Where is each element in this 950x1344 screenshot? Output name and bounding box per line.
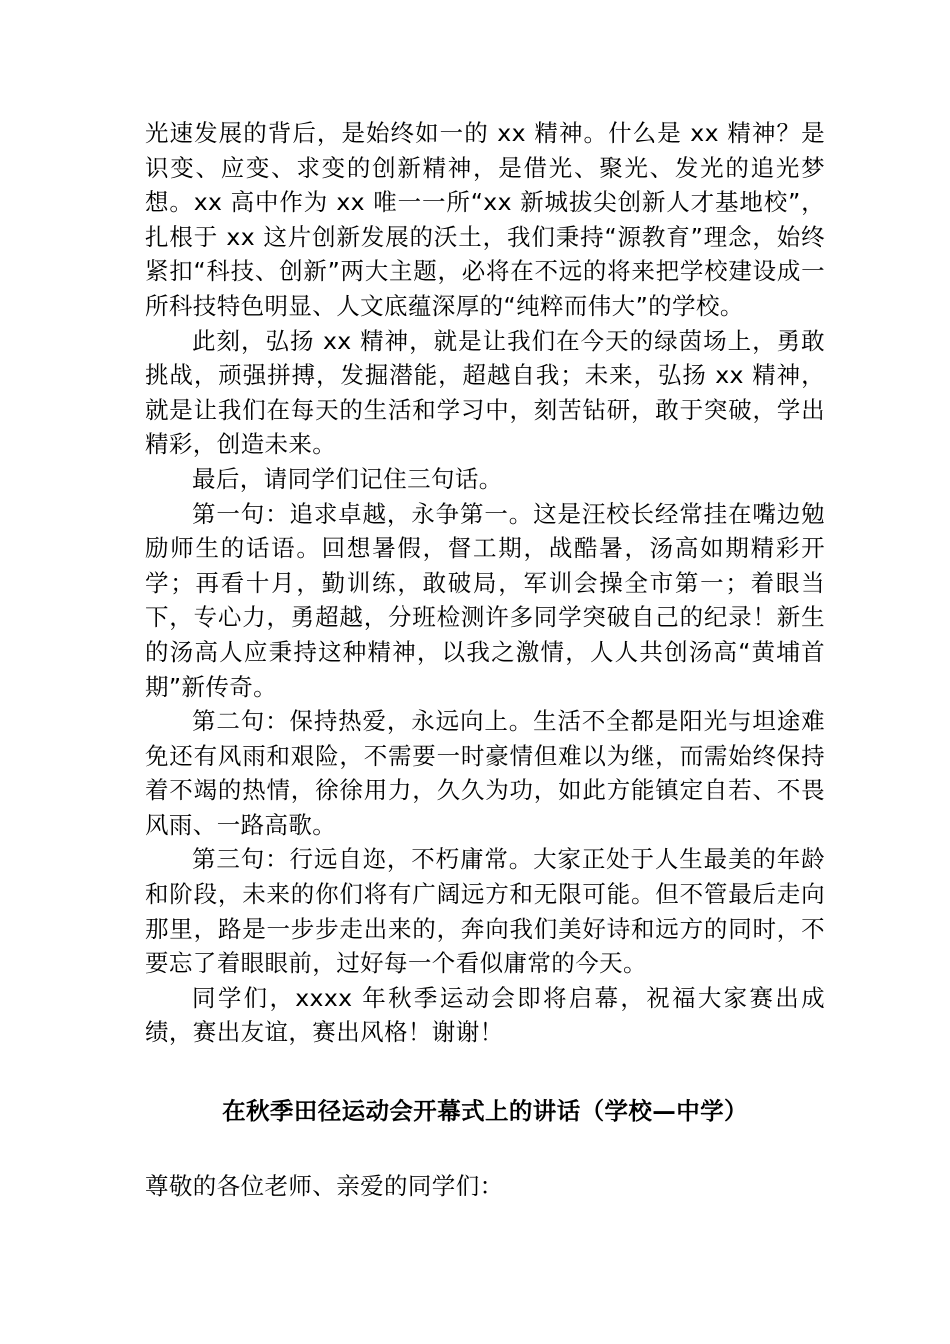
paragraph-6: 第三句：行远自迩，不朽庸常。大家正处于人生最美的年龄和阶段，未来的你们将有广阔远方和无限可能。但不管最后走向那里，路是一步步走出来的，奔向我们美好诗和远方的同时，不要忘了着眼眼前，过好每一个看似庸常的今天。 (145, 845, 825, 978)
paragraph-7: 同学们，xxxx 年秋季运动会即将启幕，祝福大家赛出成绩，赛出友谊，赛出风格！谢谢！ (145, 983, 825, 1047)
speech-title: 在秋季田径运动会开幕式上的讲话（学校—中学） (222, 1097, 748, 1126)
paragraph-4: 第一句：追求卓越，永争第一。这是汪校长经常挂在嘴边勉励师生的话语。回想暑假，督工期，战酷暑，汤高如期精彩开学；再看十月，勤训练，敢破局，军训会操全市第一；着眼当下，专心力，勇超越，分班检测许多同学突破自己的纪录！新生的汤高人应秉持这种精神，以我之激情，人人共创汤高“黄埔首期”新传奇。 (145, 499, 825, 701)
paragraph-3: 最后，请同学们记住三句话。 (192, 464, 503, 493)
salutation: 尊敬的各位老师、亲爱的同学们： (145, 1171, 504, 1200)
paragraph-2: 此刻，弘扬 xx 精神，就是让我们在今天的绿茵场上，勇敢挑战，顽强拼搏，发掘潜能，超越自我；未来，弘扬 xx 精神，就是让我们在每天的生活和学习中，刻苦钻研，敢于突破，学出精彩，创造未来。 (145, 326, 825, 459)
document-page (145, 116, 825, 1203)
paragraph-5: 第二句：保持热爱，永远向上。生活不全都是阳光与坦途难免还有风雨和艰险，不需要一时豪情但难以为继，而需始终保持着不竭的热情，徐徐用力，久久为功，如此方能镇定自若、不畏风雨、一路高歌。 (145, 707, 825, 839)
paragraph-1: 光速发展的背后，是始终如一的 xx 精神。什么是 xx 精神？是识变、应变、求变的创新精神，是借光、聚光、发光的追光梦想。xx 高中作为 xx 唯一一所“xx 新城拔尖创新人才基地校”，扎根于 xx 这片创新发展的沃土，我们秉持“源教育”理念，始终紧扣“科技、创新”两大主题，必将在不远的将来把学校建设成一所科技特色明显、人文底蕴深厚的“纯粹而伟大”的学校。 (145, 119, 825, 320)
